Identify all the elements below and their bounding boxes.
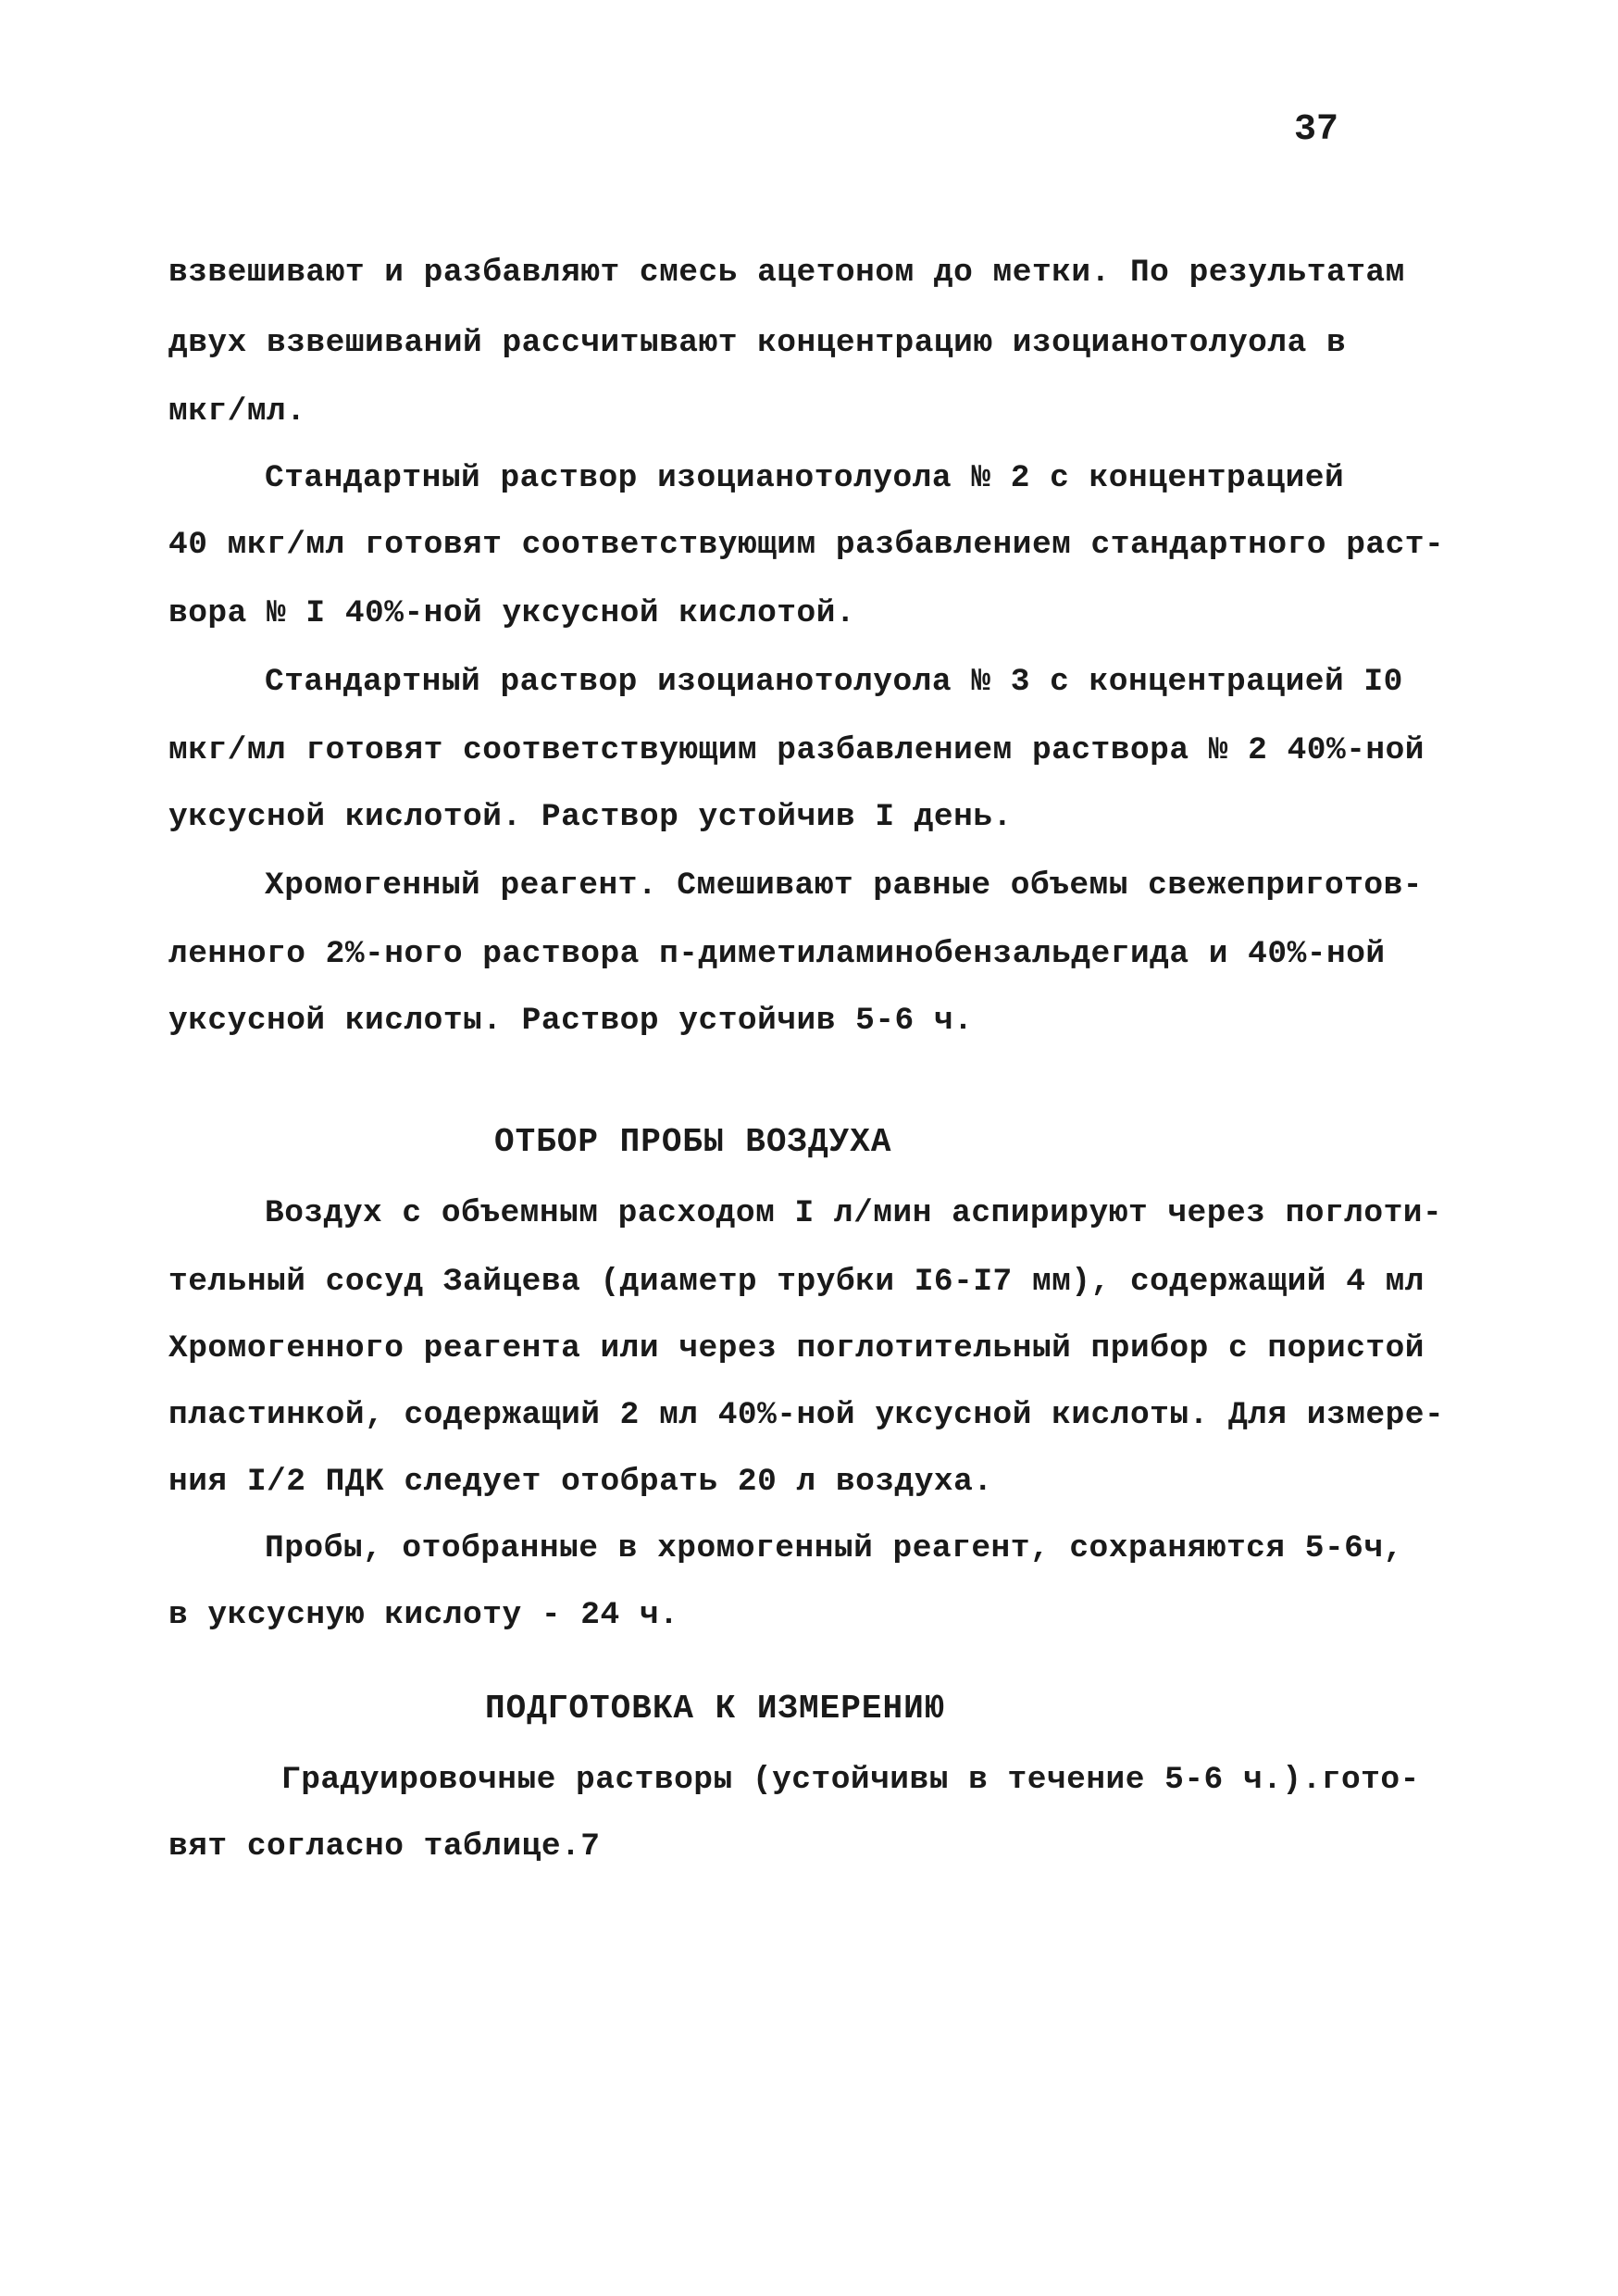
page-number: 37 <box>1294 109 1339 151</box>
preparation-paragraph-1-line-1: Градуировочные растворы (устойчивы в течение 5-6 ч.).гото- <box>281 1762 1420 1798</box>
section-heading-preparation: ПОДГОТОВКА К ИЗМЕРЕНИЮ <box>485 1690 946 1728</box>
sampling-paragraph-1-line-1: Воздух с объемным расходом I л/мин аспирируют через поглоти- <box>265 1195 1443 1231</box>
sampling-paragraph-1-line-3: Хромогенного реагента или через поглотительный прибор с пористой <box>168 1330 1425 1366</box>
paragraph-2-line-3: вора № I 40%-ной уксусной кислотой. <box>168 595 856 631</box>
sampling-paragraph-1-line-2: тельный сосуд Зайцева (диаметр трубки I6-I7 мм), содержащий 4 мл <box>168 1264 1425 1300</box>
paragraph-3-line-1: Стандартный раствор изоцианотолуола № 3 с концентрацией I0 <box>265 664 1403 700</box>
paragraph-3-line-2: мкг/мл готовят соответствующим разбавлением раствора № 2 40%-ной <box>168 732 1425 768</box>
paragraph-4-line-3: уксусной кислоты. Раствор устойчив 5-6 ч. <box>168 1003 974 1039</box>
sampling-paragraph-2-line-1: Пробы, отобранные в хромогенный реагент, сохраняются 5-6ч, <box>265 1530 1403 1566</box>
preparation-paragraph-1-line-2: вят согласно таблице.7 <box>168 1828 601 1865</box>
sampling-paragraph-1-line-5: ния I/2 ПДК следует отобрать 20 л воздуха. <box>168 1464 993 1500</box>
section-heading-sampling: ОТБОР ПРОБЫ ВОЗДУХА <box>494 1123 892 1161</box>
sampling-paragraph-1-line-4: пластинкой, содержащий 2 мл 40%-ной уксусной кислоты. Для измере- <box>168 1397 1445 1433</box>
paragraph-1-line-2: двух взвешиваний рассчитывают концентрацию изоцианотолуола в <box>168 325 1347 361</box>
paragraph-4-line-2: ленного 2%-ного раствора п-диметиламинобензальдегида и 40%-ной <box>168 936 1386 972</box>
paragraph-2-line-1: Стандартный раствор изоцианотолуола № 2 с концентрацией <box>265 460 1345 496</box>
sampling-paragraph-2-line-2: в уксусную кислоту - 24 ч. <box>168 1597 679 1633</box>
paragraph-1-line-3: мкг/мл. <box>168 393 306 430</box>
paragraph-2-line-2: 40 мкг/мл готовят соответствующим разбавлением стандартного раст- <box>168 527 1445 563</box>
paragraph-4-line-1: Хромогенный реагент. Смешивают равные объемы свежеприготов- <box>265 867 1423 904</box>
paragraph-3-line-3: уксусной кислотой. Раствор устойчив I день. <box>168 799 1013 835</box>
paragraph-1-line-1: взвешивают и разбавляют смесь ацетоном до метки. По результатам <box>168 255 1405 291</box>
